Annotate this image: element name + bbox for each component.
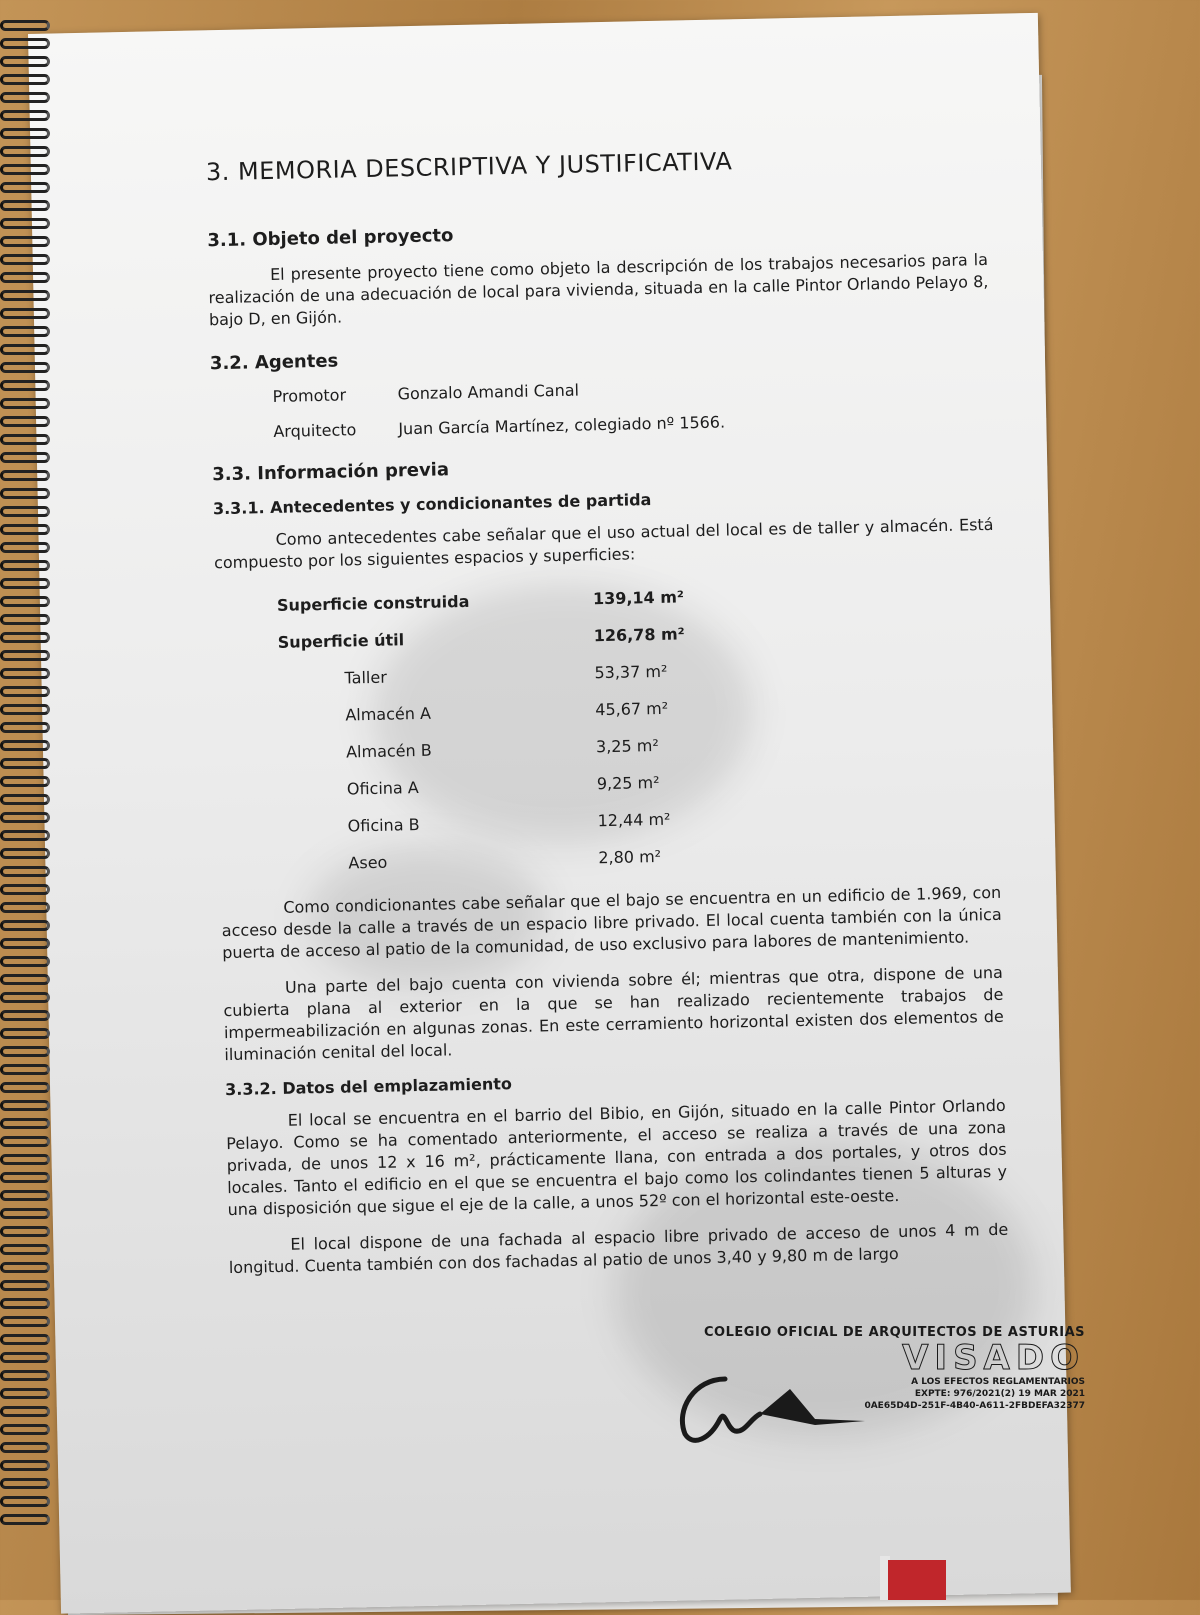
document-body xyxy=(206,142,1010,1293)
heading-3-2: 3.2. Agentes xyxy=(209,350,339,375)
heading-3-3-2: 3.3.2. Datos del emplazamiento xyxy=(224,1074,513,1100)
area-label: Oficina A xyxy=(346,777,419,799)
paragraph-fachadas: El local dispone de una fachada al espacio libre privado de acceso de unos 4 m de longitud. Cuenta también con dos fachadas al patio de unos 3,40 y 9,80 m de largo xyxy=(228,1219,1009,1278)
area-value: 12,44 m² xyxy=(597,809,671,831)
paragraph-condicionantes: Como condicionantes cabe señalar que el bajo se encuentra en un edificio de 1.969, con acceso desde la calle a través de un espacio libre privado. El local cuenta también con la única puerta de acceso al patio de la comunidad, de uso exclusivo para labores de mantenimiento. xyxy=(221,882,1002,963)
area-label: Taller xyxy=(344,667,387,688)
stamp-visado: VISADO xyxy=(902,1338,1085,1378)
area-label: Aseo xyxy=(348,852,388,873)
paragraph-antecedentes: Como antecedentes cabe señalar que el uso actual del local es de taller y almacén. Está compuesto por los siguientes espacios y superficies: xyxy=(213,514,994,573)
area-value: 139,14 m² xyxy=(592,587,685,609)
area-label: Superficie construida xyxy=(276,591,470,615)
agent-name: Gonzalo Amandi Canal xyxy=(397,380,580,404)
area-value: 53,37 m² xyxy=(594,661,668,683)
area-table xyxy=(277,572,1001,883)
area-value: 126,78 m² xyxy=(593,624,685,646)
heading-3-3-1: 3.3.1. Antecedentes y condicionantes de partida xyxy=(212,490,652,519)
bookmark-ribbon xyxy=(888,1560,946,1600)
heading-3-1: 3.1. Objeto del proyecto xyxy=(207,225,454,252)
stamp-code: 0AE65D4D-251F-4B40-A611-2FBDEFA32377 xyxy=(864,1401,1085,1411)
paragraph-emplazamiento: El local se encuentra en el barrio del Bibio, en Gijón, situado en la calle Pintor Orlando Pelayo. Como se ha comentado anteriormente, el acceso se realiza a través de una zona privada, de unos 12 x 16 m², prácticamente llana, con entrada a dos portales, y otros dos locales. Tanto el edificio en el que se encuentra el bajo como los colindantes tienen 5 alturas y una disposición que sigue el eje de la calle, a unos 52º con el horizontal este-oeste. xyxy=(226,1095,1008,1220)
area-label: Superficie útil xyxy=(277,630,405,652)
agent-role: Promotor xyxy=(272,385,347,406)
paragraph-cubierta: Una parte del bajo cuenta con vivienda sobre él; mientras que otra, dispone de una cubierta plana al exterior en la que se han realizado recientemente trabajos de impermeabilización en algunas zonas. En este cerramiento horizontal existen dos elementos de iluminación cenital del local. xyxy=(223,962,1004,1065)
stamp-efectos: A LOS EFECTOS REGLAMENTARIOS xyxy=(911,1377,1085,1387)
paragraph-objeto: El presente proyecto tiene como objeto la descripción de los trabajos necesarios para la realización de una adecuación de local para vivienda, situada en la calle Pintor Orlando Pelayo 8, bajo D, en Gijón. xyxy=(208,249,989,330)
area-label: Oficina B xyxy=(347,814,420,836)
area-value: 45,67 m² xyxy=(595,698,669,720)
agent-row xyxy=(273,407,991,441)
agent-name: Juan García Martínez, colegiado nº 1566. xyxy=(398,412,726,439)
visado-stamp xyxy=(665,1325,1085,1455)
section-title: 3. MEMORIA DESCRIPTIVA Y JUSTIFICATIVA xyxy=(205,147,733,187)
stamp-expte: EXPTE: 976/2021(2) 19 MAR 2021 xyxy=(914,1389,1085,1399)
agent-role: Arquitecto xyxy=(273,420,357,441)
area-label: Almacén B xyxy=(345,740,432,762)
area-label: Almacén A xyxy=(345,703,432,725)
heading-3-3: 3.3. Información previa xyxy=(212,459,450,486)
area-value: 2,80 m² xyxy=(598,846,662,868)
coaa-logo-icon xyxy=(665,1369,875,1449)
stamp-college-name: COLEGIO OFICIAL DE ARQUITECTOS DE ASTURIAS xyxy=(704,1325,1085,1340)
spiral-binding xyxy=(0,20,62,1600)
area-value: 9,25 m² xyxy=(596,772,660,794)
area-value: 3,25 m² xyxy=(595,735,659,757)
agent-row xyxy=(272,372,990,406)
